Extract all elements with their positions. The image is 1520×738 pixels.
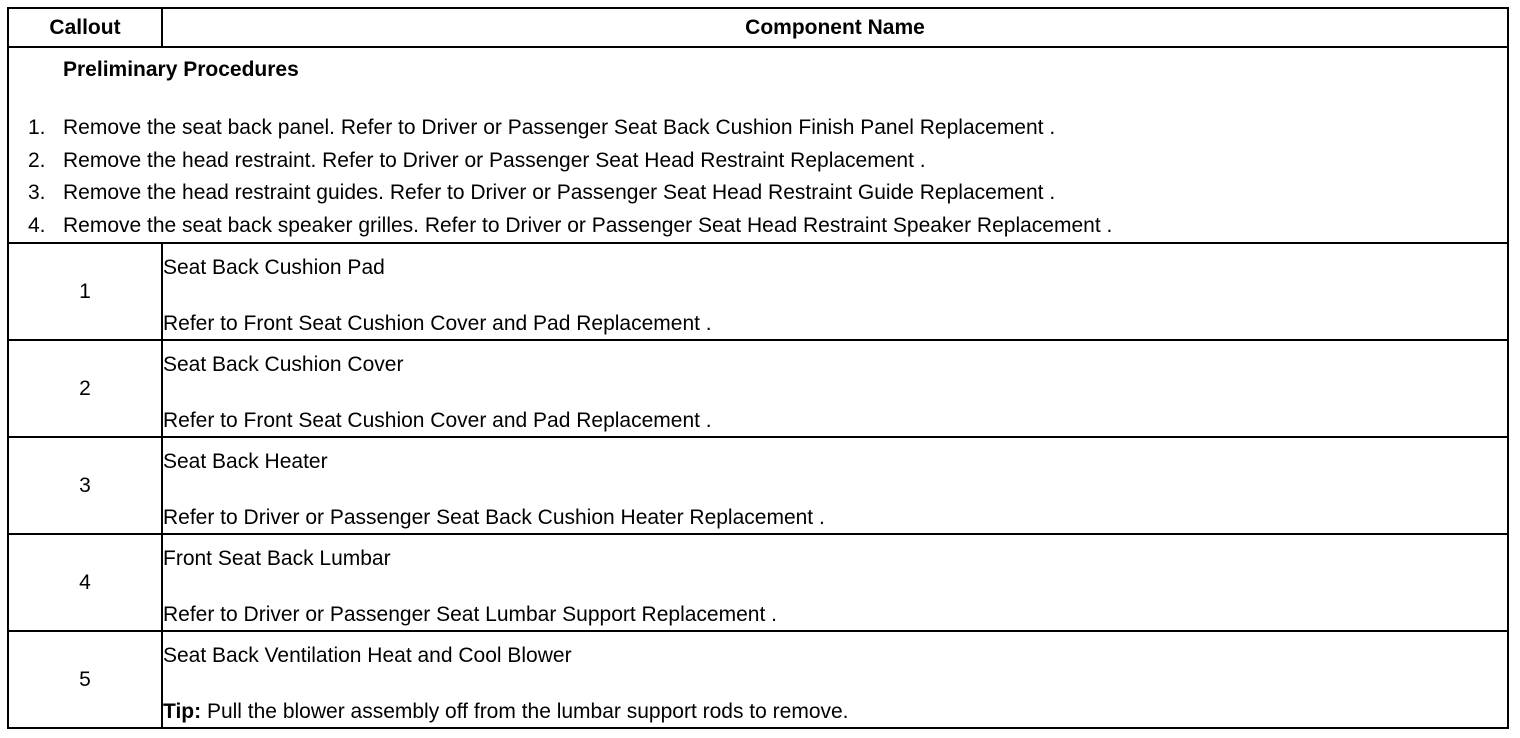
component-name-header: Component Name [162,8,1508,47]
table-row [8,437,1508,534]
table-row [8,534,1508,631]
step-number: 2. [28,148,46,172]
preliminary-steps [9,112,1507,242]
component-reference: Refer to Front Seat Cushion Cover and Pad Replacement . [163,311,712,335]
step-text: Remove the head restraint guides. Refer to Driver or Passenger Seat Head Restraint Guide Replacement . [63,181,1056,204]
tip-label: Tip: [163,699,202,723]
component-name: Seat Back Cushion Cover [163,352,404,376]
component-tip [163,700,1507,724]
callout-cell: 2 [8,340,162,437]
table-row [8,340,1508,437]
table-row [8,631,1508,728]
table-row [8,243,1508,340]
preliminary-cell [8,47,1508,243]
step-number: 3. [28,181,46,204]
component-name: Front Seat Back Lumbar [163,546,391,570]
step-text: Remove the seat back panel. Refer to Driver or Passenger Seat Back Cushion Finish Panel Replacement . [63,116,1056,139]
step-item [9,177,1507,210]
component-cell [162,534,1508,631]
step-item [9,112,1507,145]
step-item [9,145,1507,178]
component-name: Seat Back Heater [163,449,328,473]
component-reference: Refer to Driver or Passenger Seat Lumbar Support Replacement . [163,602,777,626]
step-text: Remove the head restraint. Refer to Driver or Passenger Seat Head Restraint Replacement . [63,148,926,172]
step-number: 4. [28,213,46,237]
components-table [7,7,1509,729]
component-reference: Refer to Front Seat Cushion Cover and Pad Replacement . [163,408,712,432]
callout-cell: 3 [8,437,162,534]
tip-text: Pull the blower assembly off from the lumbar support rods to remove. [201,699,849,723]
callout-cell: 5 [8,631,162,728]
component-name: Seat Back Ventilation Heat and Cool Blower [163,643,572,667]
callout-cell: 1 [8,243,162,340]
step-item [9,210,1507,243]
component-name: Seat Back Cushion Pad [163,255,385,279]
preliminary-title: Preliminary Procedures [63,58,299,81]
component-reference: Refer to Driver or Passenger Seat Back Cushion Heater Replacement . [163,505,825,529]
preliminary-row [8,47,1508,243]
component-cell [162,631,1508,728]
component-cell [162,340,1508,437]
component-cell [162,243,1508,340]
callout-cell: 4 [8,534,162,631]
component-cell [162,437,1508,534]
step-text: Remove the seat back speaker grilles. Refer to Driver or Passenger Seat Head Restraint Speaker Replacement . [63,213,1113,237]
header-row [8,8,1508,47]
step-number: 1. [28,116,46,139]
callout-header: Callout [8,8,162,47]
